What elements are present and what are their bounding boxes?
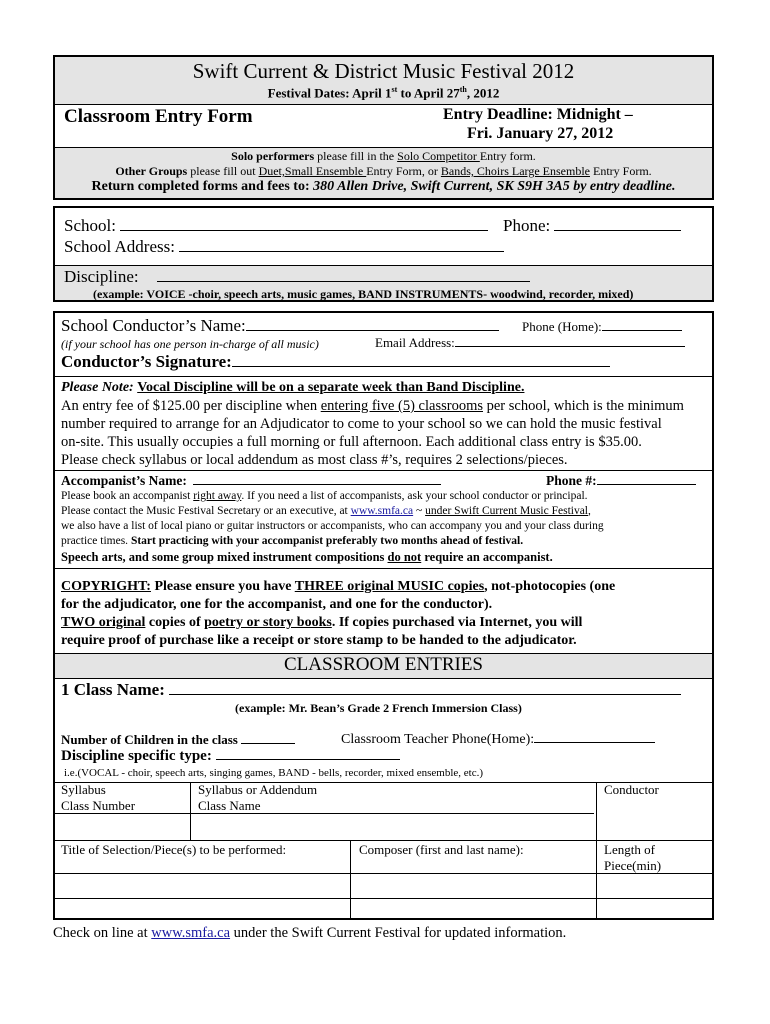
email-field[interactable] [375,335,685,351]
phone-field[interactable] [503,216,681,236]
main-box [53,311,714,920]
children-label: Number of Children in the class [61,732,238,747]
teacher-phone-label: Classroom Teacher Phone(Home): [341,732,535,747]
conductor-phone-label: Phone (Home): [522,319,602,334]
discipline-type-field[interactable] [61,748,400,765]
school-field[interactable] [64,216,488,236]
fee-line: An entry fee of $125.00 per discipline when entering five (5) classrooms per school, which is the minimum [61,398,684,414]
discipline-label: Discipline: [64,267,139,286]
conductor-input[interactable] [597,782,714,839]
solo-instructions: Solo performers please fill in the Solo Competitor Entry form. [231,149,536,163]
col-composer-header: Composer (first and last name): [359,842,524,857]
col-conductor-header: Conductor [604,782,659,797]
entry-deadline-date: Fri. January 27, 2012 [467,125,614,142]
note-line-3: on-site. This usually occupies a full morning or full afternoon. Each additional class entry is $35.00. [61,434,642,450]
col-addendum-header: Syllabus or Addendum Class Name [198,782,318,813]
discipline-example: (example: VOICE -choir, speech arts, music games, BAND INSTRUMENTS- woodwind, recorder, mixed) [93,287,634,301]
other-instructions: Other Groups please fill out Duet,Small Ensemble Entry Form, or Bands, Choirs Large Ensemble Entry Form. [115,164,652,178]
copyright-line-1: COPYRIGHT: Please ensure you have THREE original MUSIC copies, not-photocopies (one [61,579,616,594]
copyright-line-2: for the adjudicator, one for the accompanist, and one for the conductor). [61,597,493,612]
form-title: Classroom Entry Form [64,106,253,127]
accompanist-line-5: Speech arts, and some group mixed instrument compositions do not require an accompanist. [61,550,553,564]
copyright-line-3: TWO original copies of poetry or story books. If copies purchased via Internet, you will [61,615,583,630]
selection-row-2[interactable] [55,899,714,920]
conductor-phone-field[interactable] [522,319,682,335]
accompanist-line-1: Please book an accompanist right away. If you need a list of accompanists, ask your school conductor or principal. [61,490,588,502]
class-name-label: 1 Class Name: [61,680,165,699]
accompanist-line-2: Please contact the Music Festival Secretary or an executive, at www.smfa.ca ~ under Swift Current Music Festival, [61,505,591,517]
conductor-note: (if your school has one person in-charge of all music) [61,337,319,351]
note-line-2: number required to arrange for an Adjudicator to come to your school so we can hold the music festival [61,416,662,432]
entries-header: CLASSROOM ENTRIES [284,654,483,675]
class-name-field[interactable] [61,680,681,700]
conductor-name-field[interactable] [61,316,499,336]
return-instructions: Return completed forms and fees to: 380 Allen Drive, Swift Current, SK S9H 3A5 by entry deadline. [91,179,676,194]
class-example: (example: Mr. Bean’s Grade 2 French Immersion Class) [235,701,522,715]
addendum-input[interactable] [191,813,595,839]
accompanist-name-field[interactable] [61,473,441,489]
school-box [53,206,714,302]
phone-label: Phone: [503,216,551,235]
accompanist-phone-label: Phone #: [546,473,597,488]
footer-smfa-link[interactable]: www.smfa.ca [151,925,231,941]
smfa-link[interactable]: www.smfa.ca [350,505,414,517]
accompanist-line-4: practice times. Start practicing with your accompanist preferably two months ahead of festival. [61,535,524,547]
conductor-name-label: School Conductor’s Name: [61,316,246,335]
school-address-field[interactable] [64,237,504,257]
signature-label: Conductor’s Signature: [61,352,232,371]
ie-examples: i.e.(VOCAL - choir, speech arts, singing games, BAND - bells, recorder, mixed ensemble, etc.) [64,767,484,779]
signature-field[interactable] [61,352,610,372]
discipline-type-label: Discipline specific type: [61,748,212,764]
col-title-header: Title of Selection/Piece(s) to be performed: [61,842,287,857]
footer-note: Check on line at www.smfa.ca under the Swift Current Festival for updated information. [53,925,567,941]
vocal-note: Please Note: Vocal Discipline will be on a separate week than Band Discipline. [61,380,525,395]
email-label: Email Address: [375,335,455,350]
accompanist-phone-field[interactable] [546,473,696,489]
page-title: Swift Current & District Music Festival 2012 [192,59,575,83]
selection-row-1[interactable] [55,874,714,897]
header-box [53,55,714,200]
teacher-phone-field[interactable] [341,732,655,748]
col-length-header: Length of Piece(min) [604,842,662,873]
festival-dates: Festival Dates: April 1st to April 27th, 2012 [267,85,500,101]
school-address-label: School Address: [64,237,175,256]
discipline-field[interactable] [64,267,530,287]
note-line-4: Please check syllabus or local addendum as most class #’s, requires 2 selections/pieces. [61,452,568,468]
accompanist-name-label: Accompanist’s Name: [61,473,187,488]
school-label: School: [64,216,116,235]
children-field[interactable] [61,732,295,748]
col-syllabus-header: Syllabus Class Number [61,782,136,813]
accompanist-line-3: we also have a list of local piano or guitar instructors or accompanists, who can accompany you and your class during [61,520,604,532]
entry-deadline: Entry Deadline: Midnight – [443,106,633,123]
syllabus-input[interactable] [55,813,190,839]
copyright-line-4: require proof of purchase like a receipt or store stamp to be handed to the adjudicator. [61,633,577,648]
